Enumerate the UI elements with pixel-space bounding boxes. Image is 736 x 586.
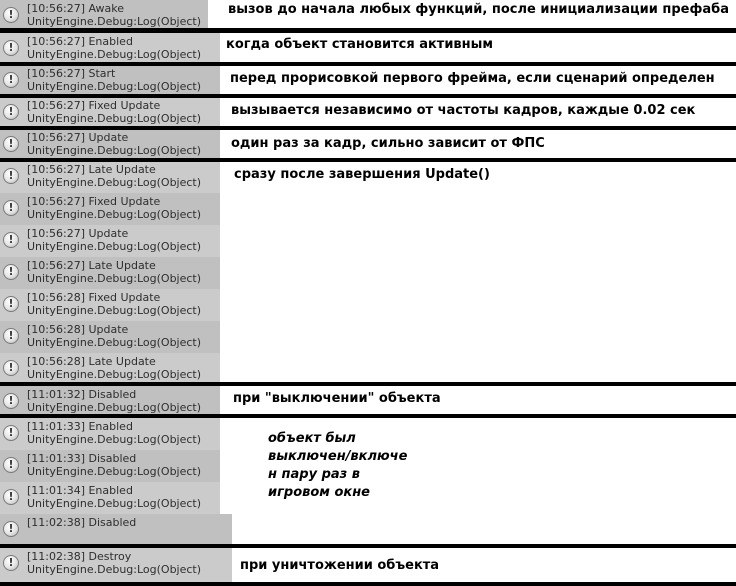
log-source: UnityEngine.Debug:Log(Object) bbox=[27, 208, 202, 221]
divider bbox=[0, 94, 736, 98]
log-row[interactable] bbox=[0, 514, 232, 546]
log-source: UnityEngine.Debug:Log(Object) bbox=[27, 144, 202, 157]
log-row[interactable] bbox=[0, 353, 220, 385]
log-message: [11:02:38] Destroy bbox=[27, 550, 132, 563]
annotation-awake: вызов до начала любых функций, после инициализации префаба bbox=[228, 2, 730, 17]
log-source: UnityEngine.Debug:Log(Object) bbox=[27, 176, 202, 189]
annotation-toggled-line: н пару раз в bbox=[268, 467, 360, 482]
warning-icon: ! bbox=[3, 521, 19, 537]
log-message: [10:56:27] Fixed Update bbox=[27, 195, 161, 208]
annotation-toggled-line: игровом окне bbox=[268, 485, 371, 500]
log-message: [10:56:27] Update bbox=[27, 131, 129, 144]
annotation-start: перед прорисовкой первого фрейма, если сценарий определен bbox=[230, 71, 715, 86]
warning-icon: ! bbox=[3, 555, 19, 571]
log-row[interactable] bbox=[0, 193, 220, 225]
log-message: [10:56:28] Fixed Update bbox=[27, 291, 161, 304]
annotation-toggled bbox=[268, 430, 407, 502]
divider bbox=[0, 62, 736, 66]
log-message: [10:56:28] Late Update bbox=[27, 355, 156, 368]
log-row[interactable] bbox=[0, 129, 220, 161]
warning-icon: ! bbox=[3, 104, 19, 120]
log-message: [10:56:27] Update bbox=[27, 227, 129, 240]
warning-icon: ! bbox=[3, 393, 19, 409]
log-row[interactable] bbox=[0, 33, 220, 65]
log-message: [10:56:27] Start bbox=[27, 67, 116, 80]
warning-icon: ! bbox=[3, 72, 19, 88]
divider bbox=[0, 126, 736, 130]
log-row[interactable] bbox=[0, 289, 220, 321]
annotation-enabled: когда объект становится активным bbox=[226, 37, 494, 52]
warning-icon: ! bbox=[3, 328, 19, 344]
annotation-fixed-update: вызывается независимо от частоты кадров, каждые 0.02 сек bbox=[231, 103, 696, 118]
log-message: [10:56:27] Late Update bbox=[27, 163, 156, 176]
log-source: UnityEngine.Debug:Log(Object) bbox=[27, 112, 202, 125]
warning-icon: ! bbox=[3, 489, 19, 505]
warning-icon: ! bbox=[3, 136, 19, 152]
warning-icon: ! bbox=[3, 296, 19, 312]
log-row[interactable] bbox=[0, 482, 220, 514]
log-source: UnityEngine.Debug:Log(Object) bbox=[27, 80, 202, 93]
log-message: [11:01:34] Enabled bbox=[27, 484, 133, 497]
log-source: UnityEngine.Debug:Log(Object) bbox=[27, 368, 202, 381]
log-source: UnityEngine.Debug:Log(Object) bbox=[27, 497, 202, 510]
log-source: UnityEngine.Debug:Log(Object) bbox=[27, 304, 202, 317]
log-source: UnityEngine.Debug:Log(Object) bbox=[27, 336, 202, 349]
log-source: UnityEngine.Debug:Log(Object) bbox=[27, 433, 202, 446]
log-message: [10:56:27] Late Update bbox=[27, 259, 156, 272]
warning-icon: ! bbox=[3, 232, 19, 248]
log-row[interactable] bbox=[0, 418, 220, 450]
warning-icon: ! bbox=[3, 200, 19, 216]
log-row[interactable] bbox=[0, 548, 232, 582]
log-row[interactable] bbox=[0, 257, 220, 289]
log-source: UnityEngine.Debug:Log(Object) bbox=[27, 15, 202, 28]
divider bbox=[0, 382, 736, 386]
log-source: UnityEngine.Debug:Log(Object) bbox=[27, 272, 202, 285]
warning-icon: ! bbox=[3, 457, 19, 473]
log-row[interactable] bbox=[0, 97, 220, 129]
divider bbox=[0, 544, 736, 548]
annotation-toggled-line: выключен/включе bbox=[268, 449, 408, 464]
warning-icon: ! bbox=[3, 7, 19, 23]
log-source: UnityEngine.Debug:Log(Object) bbox=[27, 465, 202, 478]
warning-icon: ! bbox=[3, 40, 19, 56]
warning-icon: ! bbox=[3, 425, 19, 441]
annotation-destroy: при уничтожении объекта bbox=[240, 558, 440, 573]
divider bbox=[0, 158, 736, 162]
log-message: [10:56:27] Enabled bbox=[27, 35, 133, 48]
log-message: [10:56:28] Update bbox=[27, 323, 129, 336]
log-source: UnityEngine.Debug:Log(Object) bbox=[27, 48, 202, 61]
gap bbox=[208, 0, 220, 28]
annotation-late-update: сразу после завершения Update() bbox=[234, 167, 490, 182]
annotation-disabled: при "выключении" объекта bbox=[233, 391, 441, 406]
divider bbox=[0, 28, 736, 33]
divider bbox=[0, 414, 736, 418]
log-row[interactable] bbox=[0, 450, 220, 482]
log-message: [11:01:33] Enabled bbox=[27, 420, 133, 433]
log-row[interactable] bbox=[0, 65, 220, 97]
annotation-toggled-line: объект был bbox=[268, 431, 356, 446]
log-message: [11:01:33] Disabled bbox=[27, 452, 137, 465]
log-row[interactable] bbox=[0, 161, 220, 193]
log-source: UnityEngine.Debug:Log(Object) bbox=[27, 563, 202, 576]
log-message: [11:01:32] Disabled bbox=[27, 388, 137, 401]
log-message: [11:02:38] Disabled bbox=[27, 516, 137, 529]
log-message: [10:56:27] Fixed Update bbox=[27, 99, 161, 112]
log-row[interactable] bbox=[0, 225, 220, 257]
warning-icon: ! bbox=[3, 264, 19, 280]
warning-icon: ! bbox=[3, 168, 19, 184]
divider bbox=[0, 582, 736, 586]
annotation-update: один раз за кадр, сильно зависит от ФПС bbox=[231, 136, 545, 151]
log-source: UnityEngine.Debug:Log(Object) bbox=[27, 401, 202, 414]
warning-icon: ! bbox=[3, 360, 19, 376]
log-message: [10:56:27] Awake bbox=[27, 2, 125, 15]
log-source: UnityEngine.Debug:Log(Object) bbox=[27, 240, 202, 253]
log-row[interactable] bbox=[0, 321, 220, 353]
